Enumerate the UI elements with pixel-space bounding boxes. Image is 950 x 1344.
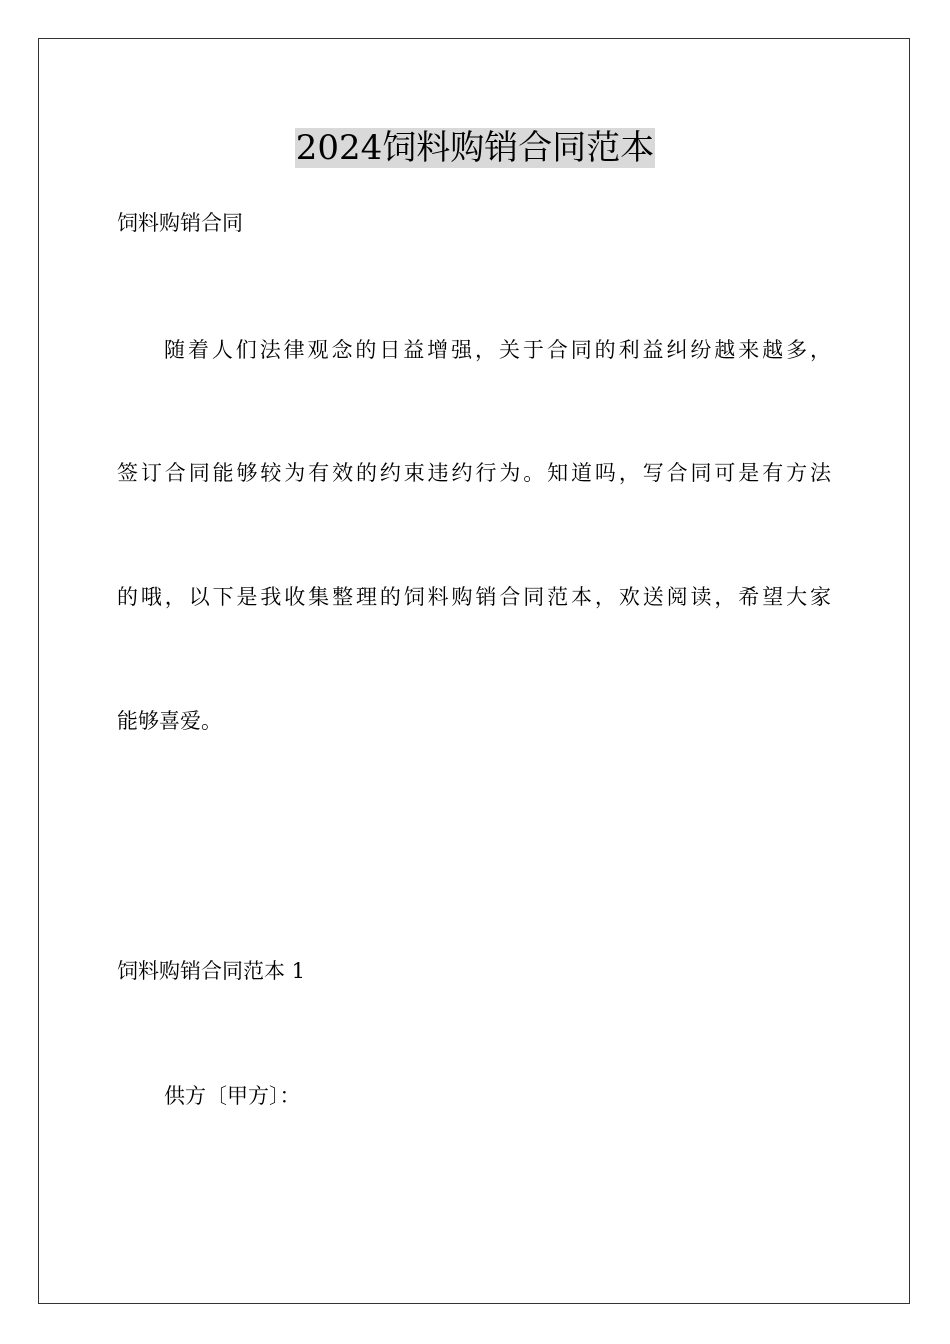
supplier-party-label: 供方〔甲方〕： (164, 1084, 301, 1108)
intro-line-3: 的哦，以下是我收集整理的饲料购销合同范本，欢送阅读，希望大家 (117, 585, 831, 609)
intro-line-1: 随着人们法律观念的日益增强，关于合同的利益纠纷越来越多， (164, 338, 831, 362)
contract-subtitle: 饲料购销合同 (117, 211, 243, 235)
section-heading: 饲料购销合同范本 1 (117, 959, 306, 983)
document-title-text: 2024饲料购销合同范本 (295, 128, 655, 168)
document-title (0, 124, 950, 172)
intro-line-4: 能够喜爱。 (117, 709, 222, 733)
intro-line-2: 签订合同能够较为有效的约束违约行为。知道吗，写合同可是有方法 (117, 461, 831, 485)
